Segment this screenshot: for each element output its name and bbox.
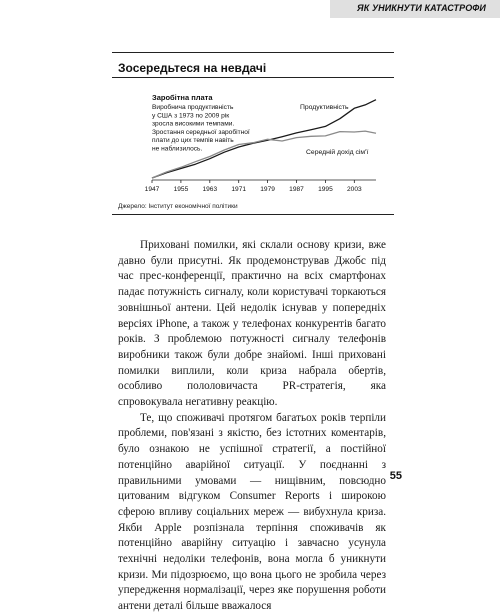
chart-subtitle-line: Виробнича продуктивність bbox=[152, 104, 234, 111]
series-label-productivity: Продуктивність bbox=[300, 104, 349, 111]
body-paragraph: Те, що споживачі протягом багатьох років терпіли проблеми, пов'язані з якістю, без істотних коментарів, було ознакою не успішної стратегії, а постійної потенційно аварійної ситуації. У поєднанні з правильними умовами — нищівним, повсюдно цитованим відгуком Consumer Reports і широкою сферою впливу соціальних мереж — вибухнула криза. Якби Apple розпізнала терпіння споживачів як потенційно аварійну ситуацію і завчасно усунула технічні недоліки телефонів, вона могла б уникнути кризи. Ми підозрюємо, що вона цього не зробила через упередження нормалізації, через яке порушення роботи антени деталі більше вважалося bbox=[118, 411, 386, 613]
x-axis-ticks bbox=[145, 180, 362, 193]
chart-subtitle-line: не наблизилось. bbox=[152, 145, 203, 153]
box-bottom-rule bbox=[112, 214, 394, 215]
page-number: 55 bbox=[389, 470, 402, 482]
wage-productivity-chart bbox=[112, 82, 394, 200]
x-tick-label: 1987 bbox=[289, 186, 304, 193]
series-label-income: Середній дохід сім'ї bbox=[306, 149, 369, 156]
x-tick-label: 2003 bbox=[346, 186, 362, 193]
chart-subtitle bbox=[152, 103, 250, 153]
x-tick-label: 1979 bbox=[260, 186, 275, 193]
box-top-rule bbox=[112, 52, 394, 53]
body-paragraph: Приховані помилки, які склали основу кризи, вже давно були присутні. Як продемонстрував Джобс під час прес-конференції, практично на всіх смартфонах падає потужність сигналу, коли користувачі торкаються зовнішньої антени. Цей недолік існував у попередніх версіях iPhone, а також у телефонах конкурентів багато років. З проблемою потужності сигналу телефонів виробники також були добре знайомі. Інші приховані помилки виплили, коли криза набрала обертів, особливо пололовичаста PR-стратегія, яка спровокувала негативну реакцію. bbox=[118, 239, 386, 409]
chart-source: Джерело: Інститут економічної політики bbox=[118, 203, 238, 210]
body-text bbox=[118, 238, 386, 615]
running-title: ЯК УНИКНУТИ КАТАСТРОФИ bbox=[357, 3, 486, 13]
x-tick-label: 1947 bbox=[144, 186, 160, 193]
x-tick-label: 1963 bbox=[202, 186, 218, 193]
running-header bbox=[330, 0, 500, 18]
chart-subtitle-line: плати до цих темпів навіть bbox=[152, 137, 234, 145]
chart-subtitle-line: зросла високими темпами. bbox=[152, 120, 235, 128]
x-tick-label: 1971 bbox=[231, 186, 247, 193]
box-title-rule bbox=[112, 77, 394, 78]
chart-subtitle-line: у США з 1973 по 2009 рік bbox=[152, 112, 230, 120]
chart-title: Заробітна плата bbox=[152, 93, 213, 102]
chart-subtitle-line: Зростання середньої заробітної bbox=[152, 128, 250, 136]
x-tick-label: 1995 bbox=[318, 186, 333, 193]
box-title: Зосередьтеся на невдачі bbox=[118, 61, 267, 75]
x-tick-label: 1955 bbox=[173, 186, 189, 193]
